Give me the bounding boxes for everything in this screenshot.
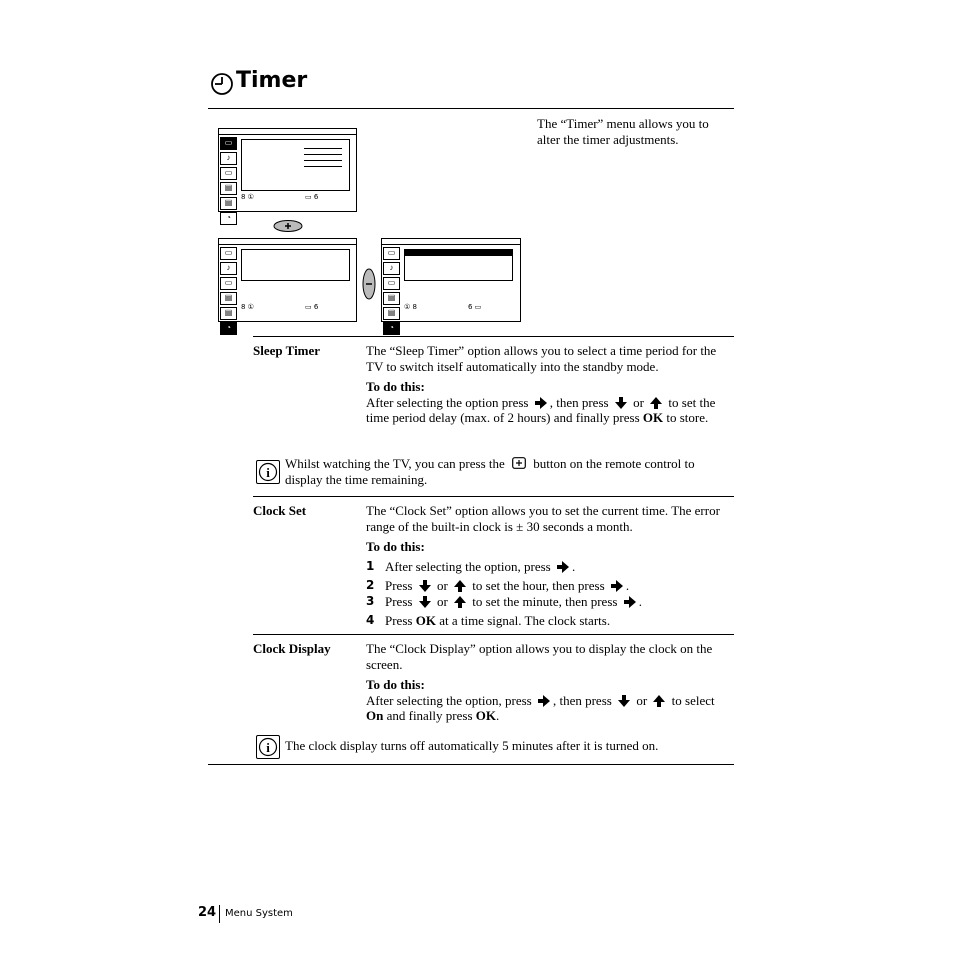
clock-display-body <box>366 641 732 724</box>
clock-set-body <box>366 503 732 633</box>
svg-text:i: i <box>266 740 270 755</box>
sleep-timer-step: After selecting the option press , then press or to set the time period delay (max. of 2 hours) and finally press OK to store. <box>366 394 716 425</box>
remote-arrow-image <box>362 268 376 300</box>
arrow-right-icon <box>623 595 637 609</box>
arrow-right-icon <box>610 579 624 593</box>
arrow-down-icon <box>617 694 631 708</box>
clock-icon <box>210 72 232 94</box>
sleep-timer-desc: The “Sleep Timer” option allows you to select a time period for the TV to switch itself automatically into the standby mode. <box>366 343 717 374</box>
arrow-up-icon <box>649 396 663 410</box>
clock-display-step: After selecting the option, press , then press or to select On and finally press OK. <box>366 692 715 723</box>
todo-label: To do this: <box>366 677 425 692</box>
arrow-down-icon <box>418 579 432 593</box>
heading-rule <box>208 108 734 109</box>
page-title: Timer <box>236 68 308 93</box>
footer-divider <box>219 905 220 923</box>
footer-section: Menu System <box>225 908 293 919</box>
step-2: 2 Press or to set the hour, then press . <box>366 578 630 593</box>
step-4: 4 Press OK at a time signal. The clock starts. <box>366 613 611 628</box>
arrow-right-icon <box>537 694 551 708</box>
tv-menu-screen-1: ▭ ♪ ▭ ▤ ▤ ◔ 8 ① ▭ 6 <box>218 128 357 212</box>
info-icon <box>256 460 280 484</box>
arrow-up-icon <box>453 595 467 609</box>
todo-label: To do this: <box>366 539 425 554</box>
clock-set-desc: The “Clock Set” option allows you to set the current time. The error range of the built-in clock is ± 30 seconds a month. <box>366 503 720 534</box>
step-1: 1 After selecting the option, press . <box>366 558 576 574</box>
svg-text:i: i <box>266 465 270 480</box>
step-3: 3 Press or to set the minute, then press . <box>366 593 642 609</box>
bottom-rule <box>208 764 734 765</box>
tv-menu-screen-2: ▭ ♪ ▭ ▤ ▤ ◔ 8 ① ▭ 6 <box>218 238 357 322</box>
note-2-text: The clock display turns off automatically 5 minutes after it is turned on. <box>285 738 659 753</box>
term-sleep-timer: Sleep Timer <box>253 343 321 358</box>
term-clock-set: Clock Set <box>253 503 307 518</box>
note-1-text: Whilst watching the TV, you can press the button on the remote control to display the time remaining. <box>285 456 695 487</box>
section-rule <box>253 496 734 497</box>
info-icon <box>256 735 280 759</box>
section-rule <box>253 634 734 635</box>
arrow-up-icon <box>453 579 467 593</box>
tv-menu-screen-3: ▭ ♪ ▭ ▤ ▤ ◔ ① 8 6 ▭ <box>381 238 521 322</box>
remote-button-image <box>273 219 303 231</box>
sleep-timer-body <box>366 343 732 426</box>
section-rule <box>253 336 734 337</box>
arrow-right-icon <box>556 560 570 574</box>
arrow-down-icon <box>614 396 628 410</box>
arrow-up-icon <box>652 694 666 708</box>
page-number: 24 <box>198 905 217 920</box>
clock-display-desc: The “Clock Display” option allows you to display the clock on the screen. <box>366 641 713 672</box>
tv-timer-button-icon <box>512 457 526 469</box>
todo-label: To do this: <box>366 379 425 394</box>
term-clock-display: Clock Display <box>253 641 331 656</box>
arrow-down-icon <box>418 595 432 609</box>
intro-text: The “Timer” menu allows you to alter the timer adjustments. <box>537 116 709 147</box>
arrow-right-icon <box>534 396 548 410</box>
